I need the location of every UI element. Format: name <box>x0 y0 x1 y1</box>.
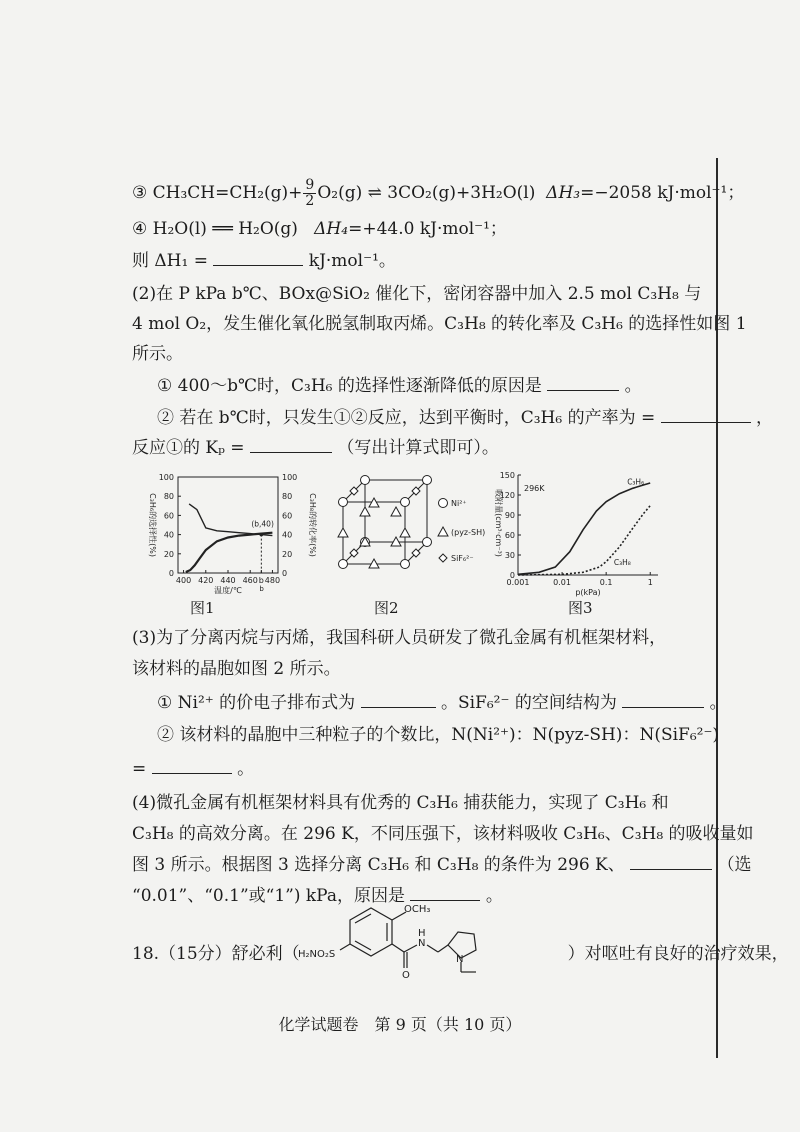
legend-ni-label: Ni²⁺ <box>451 499 467 508</box>
propylene-series-label: C₃H₆ <box>627 477 645 487</box>
left-axis-label: C₃H₆的选择性(%) <box>148 493 157 557</box>
q3-sub2: ② 该材料的晶胞中三种粒子的个数比，N(Ni²⁺)：N(pyz-SH)：N(SiF₆²⁻) <box>157 725 720 745</box>
y-tick-label: 120 <box>499 491 515 500</box>
y-tick-label: 80 <box>163 492 174 502</box>
marker: ③ <box>132 183 148 203</box>
figure-1-caption: 图1 <box>190 599 215 617</box>
punct: 。 <box>485 886 503 906</box>
ni-ion <box>339 560 348 569</box>
punct: ， <box>756 408 774 428</box>
ni-ion <box>401 498 410 507</box>
punct: 。 <box>237 759 255 779</box>
fraction-9-2 <box>303 178 316 209</box>
q3-sub2b <box>132 757 254 780</box>
q2-sub2b <box>132 436 499 459</box>
q2-sub2-text: ② 若在 b℃时，只发生①②反应，达到平衡时，C₃H₆ 的产率为 = <box>157 408 656 428</box>
sulpiride-structure <box>298 900 493 980</box>
punct: 。 <box>624 376 642 396</box>
y2-tick-label: 80 <box>282 492 293 502</box>
amide-bond <box>392 944 404 952</box>
ni-ion <box>401 560 410 569</box>
enthalpy-label: ΔH₄ <box>314 219 349 239</box>
q3-line1: (3)为了分离丙烷与丙烯，我国科研人员研发了微孔金属有机框架材料， <box>132 628 667 648</box>
q4-line3 <box>132 853 752 876</box>
q3-sub1 <box>157 691 727 714</box>
answer-blank[interactable] <box>152 757 232 774</box>
ch2-bond <box>438 945 448 952</box>
denominator: 2 <box>305 193 315 209</box>
q2-sub1 <box>157 374 642 397</box>
answer-blank[interactable] <box>661 406 751 423</box>
x-tick-label: 0.01 <box>553 578 571 587</box>
y-tick-label: 40 <box>163 530 174 540</box>
legend-pyz-label: (pyz-SH) <box>451 528 486 537</box>
eq3-reactant: CH₃CH=CH₂(g)+ <box>152 183 303 203</box>
y-tick-label: 100 <box>158 473 174 482</box>
figure-1-chart <box>140 465 320 595</box>
nc-bond <box>427 945 438 952</box>
enthalpy-value: =+44.0 kJ·mol⁻¹； <box>348 219 507 239</box>
y-tick-label: 20 <box>163 549 174 559</box>
right-axis-label: C₃H₈的转化率(%) <box>308 493 317 557</box>
legend-sif6-label: SiF₆²⁻ <box>451 554 474 563</box>
ni-ion <box>361 476 370 485</box>
y2-tick-label: 40 <box>282 530 293 540</box>
q2-line3: 所示。 <box>132 344 183 364</box>
x-axis-label: p(kPa) <box>575 588 601 597</box>
q2-sub2 <box>157 406 773 429</box>
conversion-curve <box>186 533 273 572</box>
q4-line3-end: （选 <box>717 855 752 875</box>
x-tick-label: 0.001 <box>506 578 530 587</box>
y-axis-label: 吸附量(cm³·cm⁻³) <box>494 489 503 557</box>
q4-line1: (4)微孔金属有机框架材料具有优秀的 C₃H₆ 捕获能力，实现了 C₃H₆ 和 <box>132 793 669 813</box>
legend-sif6-symbol <box>439 554 447 562</box>
pyz-sh-ligand <box>391 507 401 516</box>
x-tick-label: 420 <box>198 576 214 585</box>
y-tick-label: 60 <box>163 511 174 521</box>
y-tick-label: 30 <box>504 551 515 560</box>
amide-h-label: H <box>418 928 426 939</box>
b40-point <box>260 533 264 537</box>
figure-2-caption: 图2 <box>374 599 399 617</box>
eq4-text: H₂O(l) ══ H₂O(g) <box>152 219 298 239</box>
kp-prefix: 反应①的 Kₚ = <box>132 438 245 458</box>
answer-blank[interactable] <box>630 853 712 870</box>
x-tick-label: 480 <box>264 576 281 585</box>
pyz-sh-ligand <box>338 528 348 537</box>
punct: 。 <box>709 693 727 713</box>
eq-sign: = <box>132 759 147 779</box>
q18-suffix: ）对呕吐有良好的治疗效果， <box>567 944 789 964</box>
pyz-sh-ligand <box>400 528 410 537</box>
b-marker: b <box>259 585 264 593</box>
y2-tick-label: 60 <box>282 511 293 521</box>
enthalpy-value: =−2058 kJ·mol⁻¹； <box>580 183 745 203</box>
equation-3 <box>132 178 744 209</box>
q2-line2: 4 mol O₂，发生催化氧化脱氢制取丙烯。C₃H₈ 的转化率及 C₃H₆ 的选择性如图 1 <box>132 314 747 334</box>
q4-line4-text: “0.01”、“0.1”或“1”) kPa，原因是 <box>132 886 405 906</box>
answer-blank[interactable] <box>547 374 619 391</box>
x-tick-label: 1 <box>647 578 653 587</box>
q18-prefix: 18.（15分）舒必利（ <box>132 944 300 964</box>
x-tick-label: b <box>258 576 264 585</box>
answer-blank[interactable] <box>410 884 480 901</box>
legend-pyz-symbol <box>438 527 448 536</box>
x-tick-label: 440 <box>220 576 236 585</box>
x-tick-label: 400 <box>175 576 192 585</box>
answer-blank[interactable] <box>622 691 704 708</box>
answer-blank[interactable] <box>250 436 332 453</box>
y-tick-label: 60 <box>504 531 515 540</box>
cn-bond <box>404 945 417 952</box>
och3-label: OCH₃ <box>404 904 431 915</box>
figure-2-crystal-cell <box>325 470 500 595</box>
page-edge-line <box>716 158 718 1058</box>
y-tick-label: 0 <box>509 571 515 580</box>
equation-4 <box>132 218 507 240</box>
eq3-products: O₂(g) ⇌ 3CO₂(g)+3H₂O(l) <box>317 183 536 203</box>
answer-blank[interactable] <box>361 691 436 708</box>
kp-suffix: （写出计算式即可）。 <box>337 438 499 458</box>
q3-sub1-text: ① Ni²⁺ 的价电子排布式为 <box>157 693 356 713</box>
temperature-label: 296K <box>524 484 545 493</box>
y2-tick-label: 0 <box>282 569 288 578</box>
delta-h1-line <box>132 249 396 272</box>
y-tick-label: 90 <box>504 511 515 520</box>
q4-line2: C₃H₈ 的高效分离。在 296 K，不同压强下，该材料吸收 C₃H₆、C₃H₈ 的吸收量如 <box>132 824 754 844</box>
propane-series-label: C₃H₈ <box>613 558 631 567</box>
x-tick-label: 460 <box>242 576 258 585</box>
figure-3-chart <box>488 463 668 598</box>
legend-ni-symbol <box>439 499 448 508</box>
y2-tick-label: 20 <box>282 549 293 559</box>
carbonyl-o-label: O <box>402 970 410 980</box>
ni-ion <box>423 476 432 485</box>
page-footer: 化学试题卷 第 9 页（共 10 页） <box>278 1015 522 1034</box>
enthalpy-label: ΔH₃ <box>546 183 581 203</box>
ni-ion <box>339 498 348 507</box>
answer-blank[interactable] <box>213 249 303 266</box>
marker: ④ <box>132 219 148 239</box>
q4-line3-text: 图 3 所示。根据图 3 选择分离 C₃H₆ 和 C₃H₈ 的条件为 296 K、 <box>132 855 625 875</box>
figure-3-caption: 图3 <box>568 599 593 617</box>
x-axis-label: 温度/℃ <box>214 586 242 595</box>
b40-annotation: (b,40) <box>251 519 274 529</box>
y-tick-label: 0 <box>168 569 174 578</box>
ring-n-label: N <box>456 954 464 965</box>
x-tick-label: 0.1 <box>599 578 613 587</box>
benzene-ring <box>350 908 392 956</box>
q2-line1: (2)在 P kPa b℃、BOx@SiO₂ 催化下，密闭容器中加入 2.5 mol C₃H₈ 与 <box>132 284 702 304</box>
ni-ion <box>423 538 432 547</box>
h2no2s-label: H₂NO₂S <box>298 949 336 960</box>
numerator: 9 <box>305 177 315 193</box>
y-tick-label: 150 <box>499 471 515 480</box>
then-unit: kJ·mol⁻¹。 <box>308 251 396 271</box>
q2-sub1-text: ① 400～b℃时，C₃H₆ 的选择性逐渐降低的原因是 <box>157 376 542 396</box>
q3-line2: 该材料的晶胞如图 2 所示。 <box>132 659 341 679</box>
q3-sub1-text2: 。SiF₆²⁻ 的空间结构为 <box>440 693 617 713</box>
pyz-sh-ligand <box>360 507 370 516</box>
y2-tick-label: 100 <box>282 473 298 482</box>
molecule-labels <box>298 904 463 980</box>
s-bond <box>340 944 350 950</box>
amide-n-label: N <box>418 938 426 949</box>
then-prefix: 则 ΔH₁ = <box>132 251 208 271</box>
